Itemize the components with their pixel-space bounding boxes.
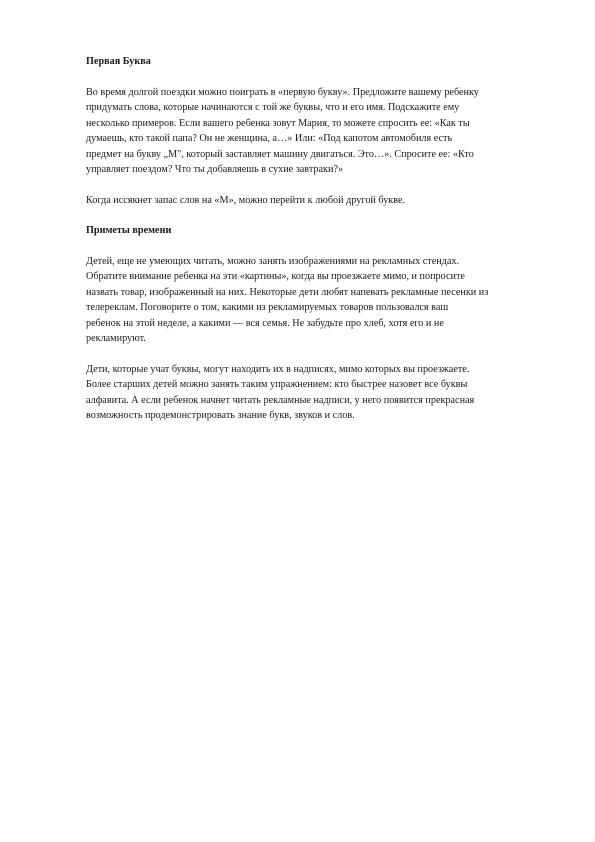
section-heading-first-letter: Первая Буква [86, 56, 151, 67]
paragraph-signs-billboards [86, 254, 556, 347]
text-line: Во время долгой поездки можно поиграть в «первую букву». Предложите вашему ребенку [86, 86, 479, 98]
text-line: алфавита. А если ребенок начнет читать рекламные надписи, у него появится прекрасная [86, 394, 475, 406]
text-line: придумать слова, которые начинаются с той же буквы, что и его имя. Подскажите ему [86, 102, 460, 113]
text-line: предмет на букву „М", который заставляет машину двигаться. Это…». Спросите ее: «Кто [86, 148, 474, 160]
text-line: возможность продемонстрировать знание букв, звуков и слов. [86, 410, 355, 421]
text-line: несколько примеров. Если вашего ребенка зовут Мария, то можете спросить ее: «Как ты [86, 117, 470, 129]
text-line: Когда иссякнет запас слов на «М», можно перейти к любой другой букве. [86, 194, 406, 206]
text-line: рекламируют. [86, 333, 146, 344]
text-line: Детей, еще не умеющих читать, можно занять изображениями на рекламных стендах. [86, 255, 460, 267]
paragraph-signs-letters [86, 362, 556, 424]
text-line: телереклам. Поговорите о том, какими из рекламируемых товаров пользовался ваш [86, 302, 449, 313]
text-line: Более старших детей можно занять таким упражнением: кто быстрее назовет все буквы [86, 379, 468, 390]
text-line: назвать товар, изображенный на них. Некоторые дети любят напевать рекламные песенки из [86, 286, 489, 298]
document-page [86, 54, 556, 439]
text-line: думаешь, кто такой папа? Он не женщина, а…» Или: «Под капотом автомобиля есть [86, 133, 453, 144]
text-line: управляет поездом? Что ты добавляешь в сухие завтраки?» [86, 164, 344, 175]
section-heading-signs-of-time: Приметы времени [86, 225, 172, 236]
text-line: ребенок на этой неделе, а какими — вся семья. Не забудьте про хлеб, хотя его и не [86, 317, 444, 329]
paragraph-first-letter-next [86, 193, 556, 209]
text-line: Обратите внимание ребенка на эти «картины», когда вы проезжаете мимо, и попросите [86, 271, 465, 282]
text-line: Дети, которые учат буквы, могут находить их в надписях, мимо которых вы проезжаете. [86, 363, 470, 375]
paragraph-first-letter-intro [86, 85, 556, 178]
